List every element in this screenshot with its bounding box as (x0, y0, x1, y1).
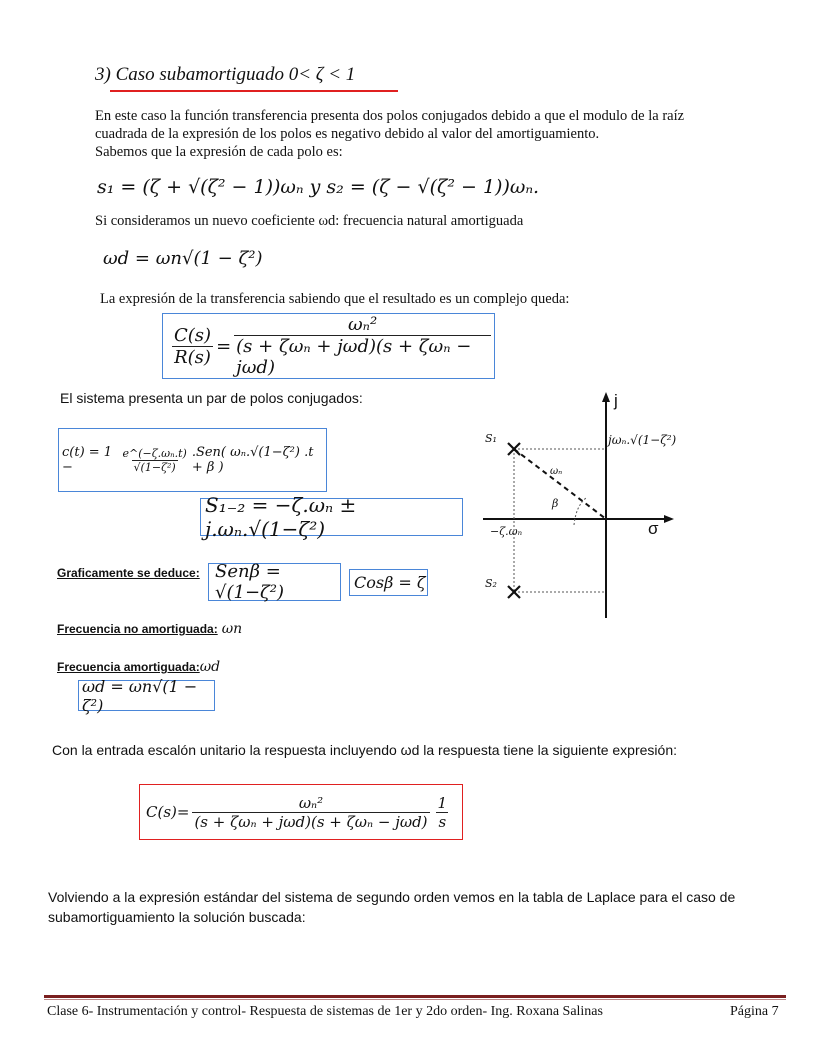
real-part-label: −ζ.ωₙ (490, 525, 523, 538)
freq-undamped (57, 620, 242, 638)
closing-line-2: subamortiguamiento la solución buscada: (48, 909, 306, 925)
freq-undamped-label: Frecuencia no amortiguada: (57, 622, 218, 636)
graphically-label: Graficamente se deduce: (57, 566, 200, 580)
equation-wd-boxed: ωd = ωn√(1 − ζ²) (82, 676, 198, 715)
s2-label: S₂ (485, 577, 497, 590)
equation-cos: Cosβ = ζ (354, 573, 426, 592)
ct-lhs: c(t) = 1 − (62, 445, 113, 475)
equation-cs-box (139, 784, 463, 840)
transfer-num: ωₙ² (347, 314, 378, 335)
equation-wd: ωd = ωn√(1 − ζ²) (103, 248, 263, 269)
title-underline (110, 90, 398, 92)
ct-rhs: .Sen( ωₙ.√(1−ζ²) .t + β ) (191, 445, 314, 475)
ct-num: e^(−ζ.ωₙ.t) (122, 446, 187, 460)
freq-damped-label: Frecuencia amortiguada: (57, 660, 200, 674)
intro-line-1: En este caso la función transferencia presenta dos polos conjugados debido a que el modulo de la raíz (95, 108, 685, 124)
coefficient-text: Si consideramos un nuevo coeficiente ωd: frecuencia natural amortiguada (95, 213, 524, 229)
beta-arc (574, 498, 586, 525)
real-axis-arrow (664, 515, 674, 523)
imaginary-axis-arrow (602, 392, 610, 402)
equation-sen: Senβ = √(1−ζ²) (215, 561, 285, 603)
transfer-lhs-num: C(s) (174, 324, 212, 346)
transfer-equals: = (216, 335, 232, 357)
equation-poles: s₁ = (ζ + √(ζ² − 1))ωₙ y s₂ = (ζ − √(ζ² − 1))ωₙ. (97, 176, 540, 198)
page-number: Página 7 (730, 1004, 779, 1019)
freq-undamped-symbol: ωn (221, 621, 243, 637)
axis-j-label: j (614, 391, 618, 410)
closing-line-1: Volviendo a la expresión estándar del sistema de segundo orden vemos en la tabla de Laplace para el caso de (48, 889, 736, 905)
wn-vector (514, 449, 606, 519)
transfer-intro: La expresión de la transferencia sabiendo que el resultado es un complejo queda: (100, 291, 570, 307)
transfer-lhs-den: R(s) (174, 346, 211, 368)
equation-transfer-box (162, 313, 495, 379)
equation-s12-box (200, 493, 463, 541)
intro-line-3: Sabemos que la expresión de cada polo es: (95, 144, 343, 160)
ct-den: √(1−ζ²) (133, 460, 176, 474)
s1-label: S₁ (485, 432, 497, 445)
transfer-den: (s + ζωₙ + jωd)(s + ζωₙ − jωd) (234, 335, 491, 378)
section-title: 3) Caso subamortiguado 0< ζ < 1 (95, 64, 356, 85)
cs-num2: 1 (437, 793, 448, 812)
cs-den2: s (438, 812, 447, 831)
equation-ct-box (58, 428, 327, 492)
imag-part-label: jωₙ.√(1−ζ²) (608, 433, 677, 447)
footer-text: Clase 6- Instrumentación y control- Respuesta de sistemas de 1er y 2do orden- Ing. Roxana Salinas (47, 1004, 603, 1019)
cs-den: (s + ζωₙ + jωd)(s + ζωₙ − jωd) (194, 812, 428, 831)
step-input-text: Con la entrada escalón unitario la respuesta incluyendo ωd la respuesta tiene la siguiente expresión: (52, 742, 677, 758)
intro-line-2: cuadrada de la expresión de los polos es negativo debido al valor del amortiguamiento. (95, 126, 600, 142)
freq-damped-symbol: ωd (199, 659, 221, 675)
freq-damped (57, 658, 220, 676)
radius-label: ωₙ (550, 466, 563, 477)
footer-rule-thin (44, 999, 786, 1000)
cs-lhs: C(s)= (146, 803, 190, 821)
conjugate-poles-text: El sistema presenta un par de polos conjugados: (60, 390, 363, 406)
equation-wd-box (78, 676, 215, 715)
equation-sen-box (208, 563, 341, 601)
axis-sigma-label: σ (648, 519, 659, 538)
equation-cos-box (349, 569, 428, 596)
equation-s12: S₁₋₂ = −ζ.ωₙ ± j.ωₙ.√(1−ζ²) (205, 493, 357, 541)
cs-num: ωₙ² (298, 793, 324, 812)
footer-rule (44, 995, 786, 998)
angle-label: β (552, 497, 559, 510)
s-plane-diagram (470, 390, 710, 625)
